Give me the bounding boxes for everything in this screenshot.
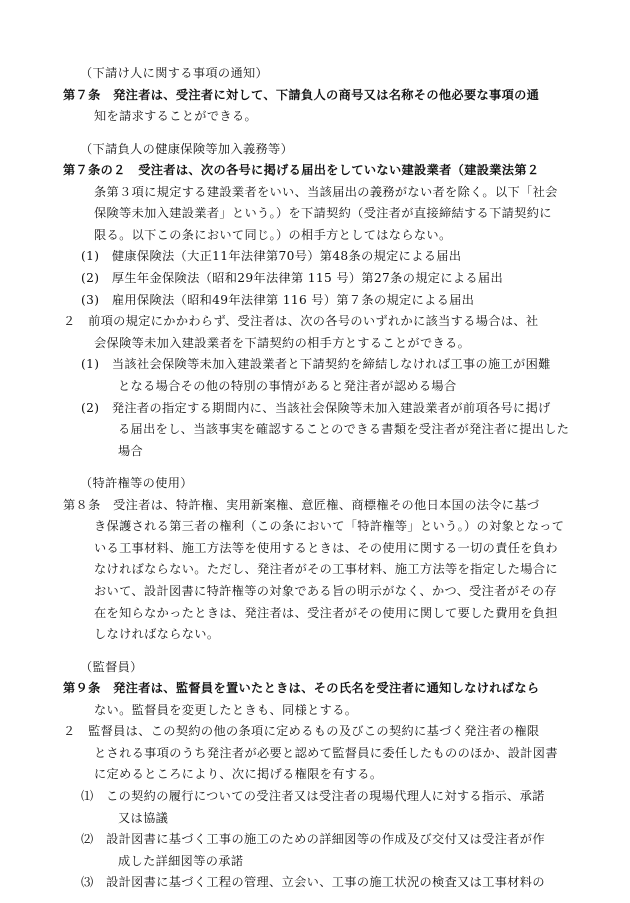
article-9-item-3: ⑶ 設計図書に基づく工程の管理、立会い、工事の施工状況の検査又は工事材料の (81, 875, 545, 889)
article-7-2-para-2-item-2-cont-1: る届出をし、当該事実を確認することのできる書類を受注者が発注者に提出した (118, 422, 570, 436)
article-7-line-1: 第７条 発注者は、受注者に対して、下請負人の商号又は名称その他必要な事項の通 (63, 88, 540, 102)
article-7-line-2: 知を請求することができる。 (94, 109, 257, 123)
article-7-2-para-2-item-2: (2) 発注者の指定する期間内に、当該社会保険等未加入建設業者が前項各号に掲げ (81, 401, 551, 415)
article-7-2-para-2-item-1-cont: となる場合その他の特別の事情があると発注者が認める場合 (118, 379, 457, 393)
article-8-line-3: いる工事材料、施工方法等を使用するときは、その使用に関する一切の責任を負わ (94, 541, 558, 555)
heading-subcontractor-notice: （下請け人に関する事項の通知） (80, 66, 269, 80)
heading-health-insurance: （下請負人の健康保険等加入義務等） (80, 142, 294, 156)
heading-patent-use: （特許権等の使用） (80, 476, 193, 490)
article-8-line-6: 在を知らなかったときは、発注者は、受注者がその使用に関して要した費用を負担 (94, 606, 558, 620)
article-7-2-line-1: 第７条の２ 受注者は、次の各号に掲げる届出をしていない建設業者（建設業法第２ (63, 163, 540, 177)
article-7-2-item-1: (1) 健康保険法（大正11年法律第70号）第48条の規定による届出 (81, 249, 462, 263)
article-9-item-1: ⑴ この契約の履行についての受注者又は受注者の現場代理人に対する指示、承諾 (81, 789, 545, 803)
article-9-item-2: ⑵ 設計図書に基づく工事の施工のための詳細図等の作成及び交付又は受注者が作 (81, 832, 545, 846)
article-9-line-2: ない。監督員を変更したときも、同様とする。 (94, 703, 358, 717)
article-7-2-item-3: (3) 雇用保険法（昭和49年法律第 116 号）第７条の規定による届出 (81, 293, 475, 307)
article-7-2-line-4: 限る。以下この条において同じ。）の相手方としてはならない。 (94, 228, 452, 242)
article-7-2-line-2: 条第３項に規定する建設業者をいい、当該届出の義務がない者を除く。以下「社会 (94, 185, 558, 199)
article-7-2-para-2-item-1: (1) 当該社会保険等未加入建設業者と下請契約を締結しなければ工事の施工が困難 (81, 357, 551, 371)
article-8-line-7: しなければならない。 (94, 627, 220, 641)
article-7-2-para-2-line-2: 会保険等未加入建設業者を下請契約の相手方とすることができる。 (94, 336, 471, 350)
article-8-line-4: なければならない。ただし、発注者がその工事材料、施工方法等を指定した場合に (94, 562, 558, 576)
article-9-para-2-line-1: ２ 監督員は、この契約の他の条項に定めるもの及びこの契約に基づく発注者の権限 (63, 724, 540, 738)
article-8-line-5: おいて、設計図書に特許権等の対象である旨の明示がなく、かつ、受注者がその存 (94, 584, 557, 598)
article-8-line-1: 第８条 受注者は、特許権、実用新案権、意匠権、商標権その他日本国の法令に基づ (63, 498, 540, 512)
article-9-item-1-cont: 又は協議 (118, 811, 169, 825)
article-9-item-2-cont: 成した詳細図等の承諾 (118, 854, 244, 868)
article-7-2-item-2: (2) 厚生年金保険法（昭和29年法律第 115 号）第27条の規定による届出 (81, 271, 504, 285)
article-7-2-para-2-item-2-cont-2: 場合 (118, 444, 144, 458)
article-7-2-line-3: 保険等未加入建設業者」という。）を下請契約（受注者が直接締結する下請契約に (94, 206, 552, 220)
article-8-line-2: き保護される第三者の権利（この条において「特許権等」という。）の対象となって (94, 519, 565, 533)
heading-supervisor: （監督員） (80, 660, 143, 674)
article-9-para-2-line-3: に定めるところにより、次に掲げる権限を有する。 (94, 767, 383, 781)
article-9-para-2-line-2: とされる事項のうち発注者が必要と認めて監督員に委任したもののほか、設計図書 (94, 746, 558, 760)
article-7-2-para-2-line-1: ２ 前項の規定にかかわらず、受注者は、次の各号のいずれかに該当する場合は、社 (63, 314, 539, 328)
article-9-line-1: 第９条 発注者は、監督員を置いたときは、その氏名を受注者に通知しなければなら (63, 681, 540, 695)
